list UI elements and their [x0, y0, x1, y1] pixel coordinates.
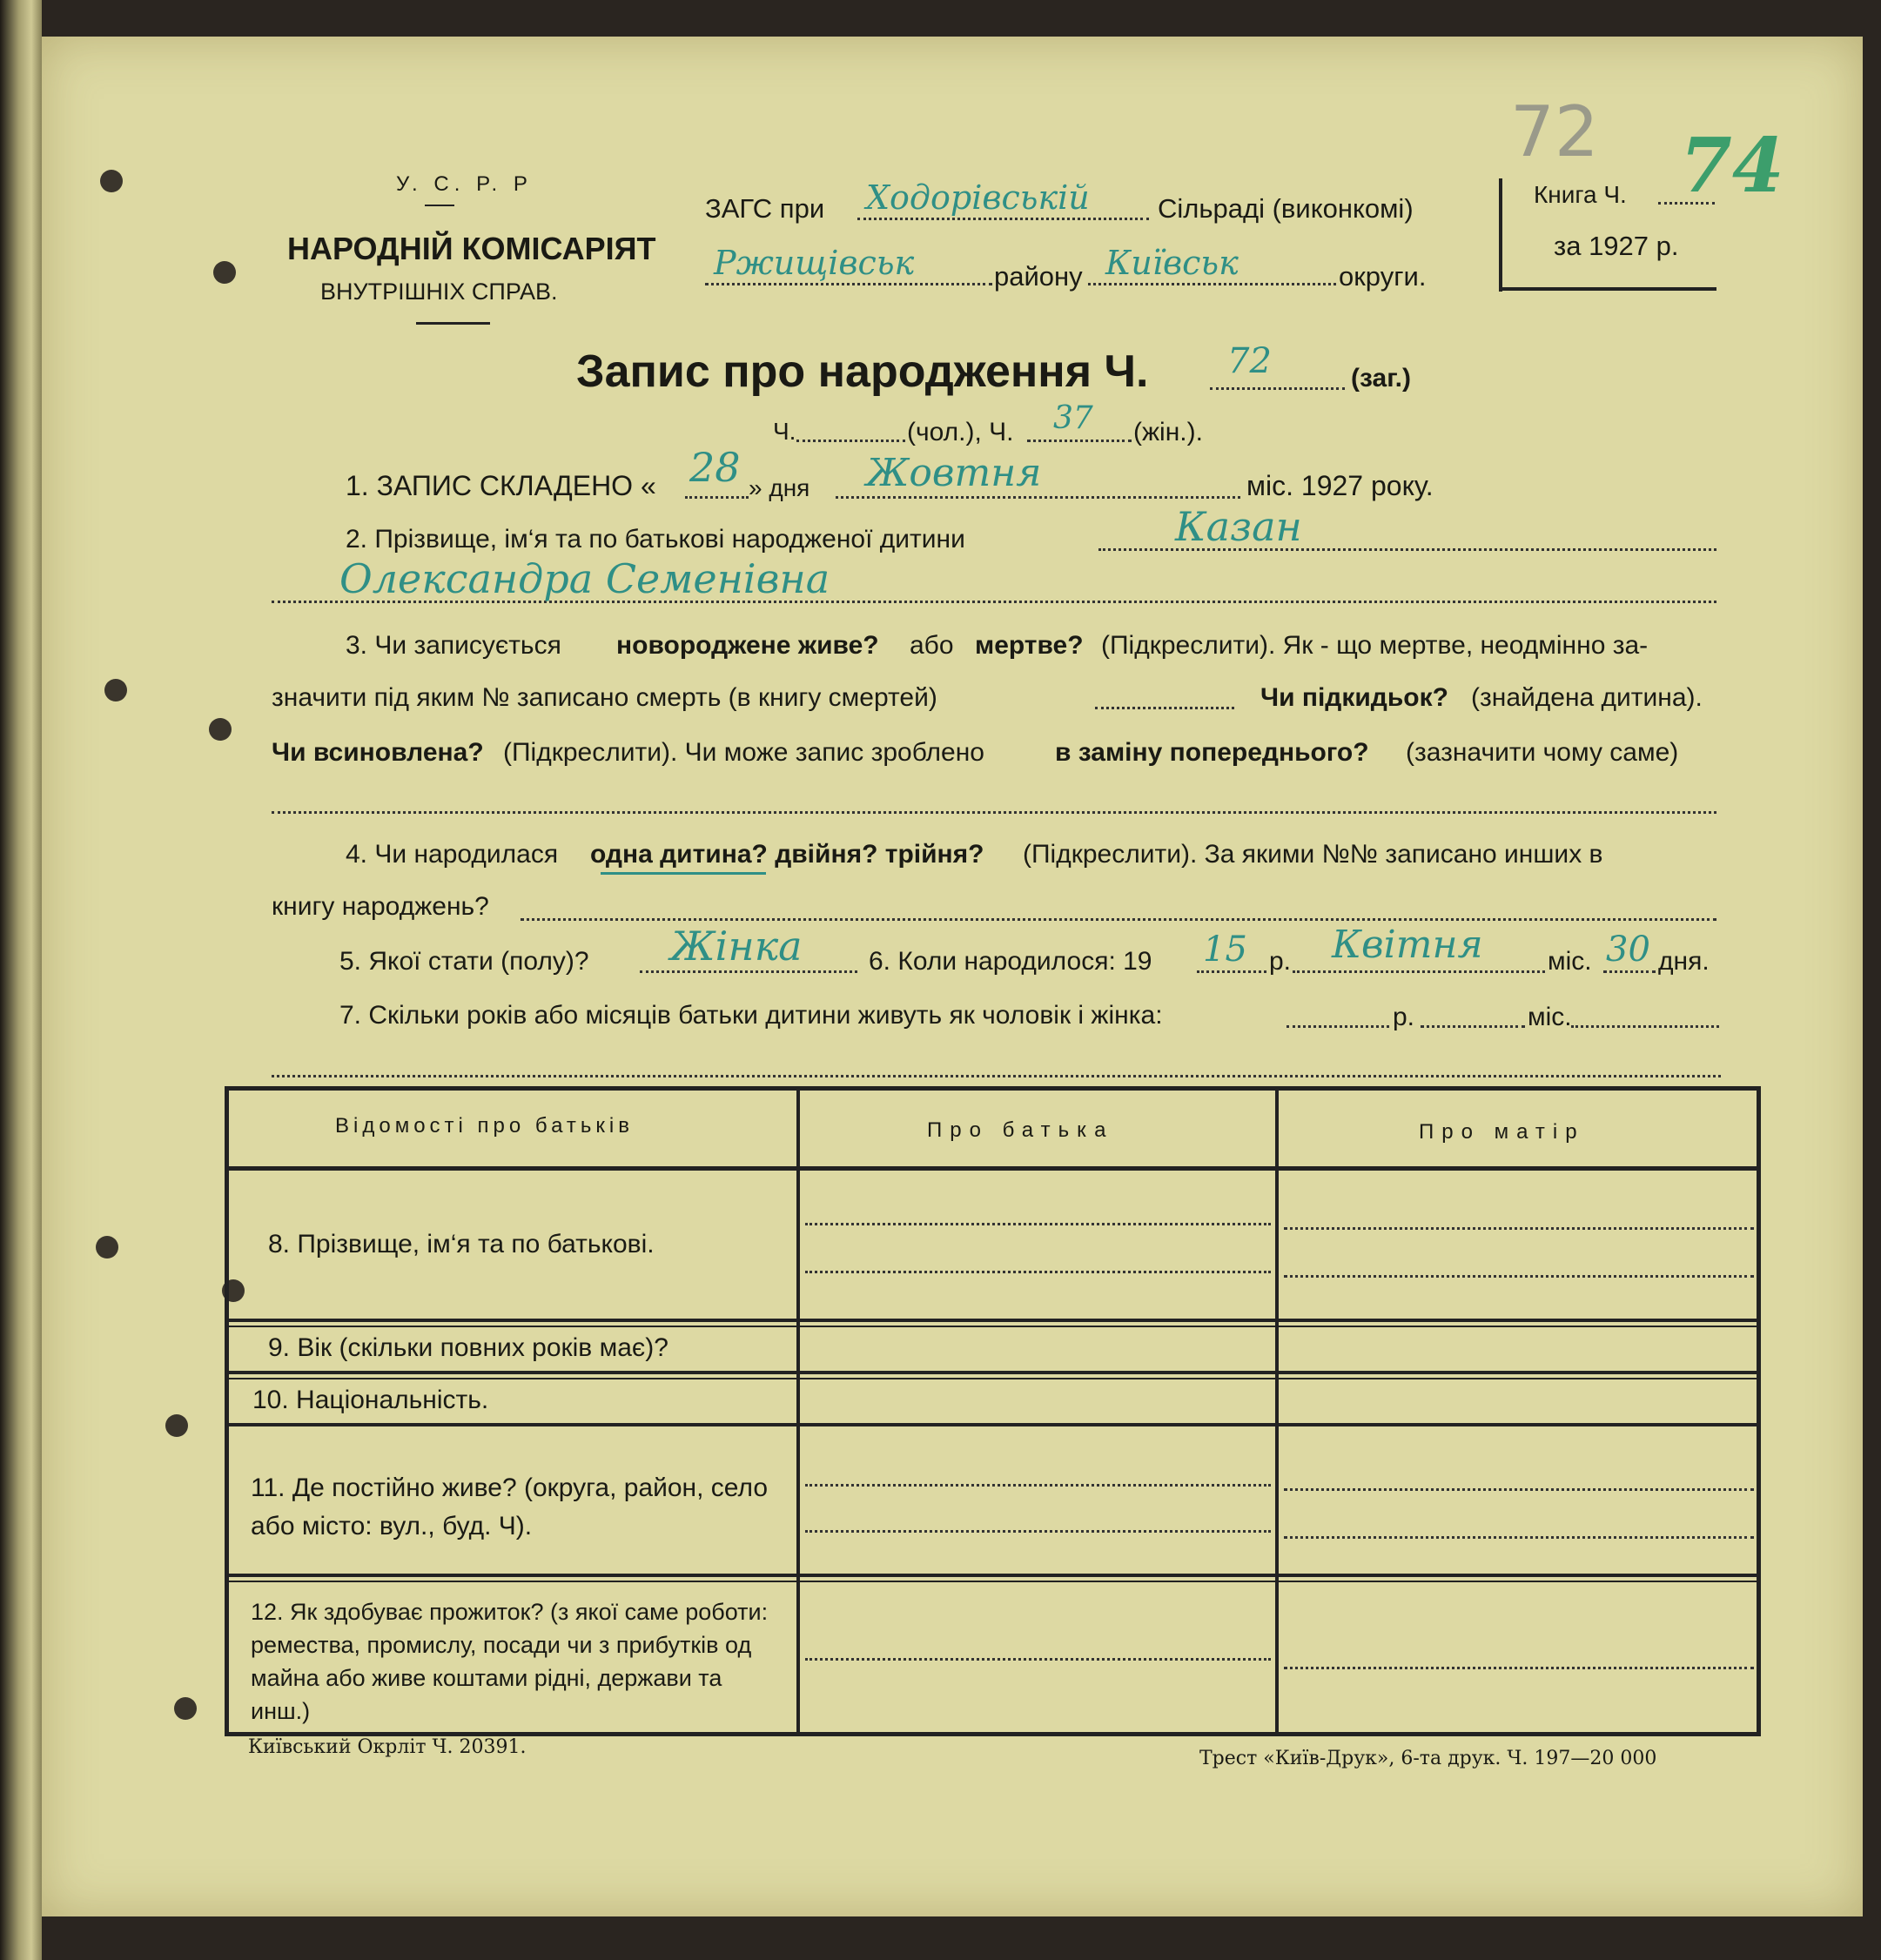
f3-line3c: в заміну попереднього? [1055, 738, 1369, 767]
divider [425, 205, 454, 206]
row-10-label: 10. Національність. [252, 1386, 489, 1414]
table-border-left [225, 1086, 229, 1735]
table-row-divider [225, 1581, 1761, 1582]
f4-line1c: (Підкреслити). За якими №№ записано инших в [1023, 840, 1603, 869]
district-value: Ржищівськ [714, 244, 915, 282]
table-row-divider [225, 1423, 1761, 1426]
father-address-line [805, 1484, 1271, 1487]
f6-month-line [1293, 970, 1545, 973]
record-title: Запис про народження Ч. [576, 346, 1149, 397]
f3-line2b: Чи підкидьок? [1260, 683, 1448, 712]
table-row-divider [225, 1574, 1761, 1577]
republic-label: У. С. Р. Р [396, 172, 533, 196]
book-box-left [1499, 178, 1502, 292]
table-row-divider [225, 1371, 1761, 1374]
table-header-info: Відомості про батьків [335, 1114, 634, 1138]
row-11-label: 11. Де постійно живе? (округа, район, село або місто: вул., буд. Ч). [251, 1473, 769, 1540]
binding-hole [174, 1697, 197, 1720]
f6-day: 30 [1606, 930, 1650, 970]
f4-underline [601, 872, 766, 875]
department-label: ВНУТРІШНІХ СПРАВ. [320, 279, 558, 305]
f6-day-line [1603, 970, 1656, 973]
f4-line2: книгу народжень? [272, 892, 489, 921]
f6-year-line [1197, 970, 1266, 973]
mother-address-line [1284, 1536, 1754, 1539]
table-header-mother: Про матір [1419, 1120, 1585, 1144]
zags-village: Ходорівській [866, 178, 1090, 217]
book-spine [0, 0, 42, 1960]
f6-dnia: дня. [1658, 947, 1710, 976]
f5-value: Жінка [670, 923, 803, 970]
female-number: 37 [1053, 400, 1093, 436]
f3-line3b: (Підкреслити). Чи може запис зроблено [503, 738, 984, 767]
total-label: (заг.) [1351, 364, 1412, 393]
f6-label: 6. Коли народилося: 19 [869, 947, 1152, 976]
f7-mis: міс. [1528, 1003, 1572, 1031]
f7-r: р. [1393, 1003, 1415, 1031]
f7-years-line [1286, 1025, 1389, 1028]
f1-day: 28 [689, 444, 741, 491]
f3-death-line [1095, 707, 1234, 709]
f6-r: р. [1269, 947, 1292, 976]
father-address-line [805, 1530, 1271, 1533]
binding-hole [104, 679, 127, 701]
f4-numbers-line [521, 918, 1716, 921]
f3-line3a: Чи всиновлена? [272, 738, 484, 767]
f1-day-line [685, 496, 749, 499]
f5-label: 5. Якої стати (полу)? [339, 947, 589, 976]
f2-name: Олександра Семенівна [339, 555, 830, 602]
book-year: за 1927 р. [1554, 231, 1679, 261]
f7-months-line [1421, 1025, 1525, 1028]
record-number: 72 [1227, 341, 1272, 381]
row-8-label: 8. Прізвище, ім‘я та по батькові. [268, 1230, 655, 1259]
footer-right: Трест «Київ-Друк», 6-та друк. Ч. 197—20 000 [1199, 1748, 1657, 1769]
district-label: району [994, 261, 1083, 292]
row-12-label: 12. Як здобуває прожиток? (з якої саме роботи: ремества, промислу, посади чи з прибутків од майна або живе коштами рідні, держави та инш.) [251, 1599, 769, 1724]
f7-extra-line [272, 1075, 1721, 1077]
f3-line1d: мертве? [975, 631, 1084, 660]
f3-line1e: (Підкреслити). Як - що мертве, неодмінно за- [1101, 631, 1649, 660]
table-row-divider [225, 1326, 1761, 1327]
female-label: (жін.). [1133, 418, 1203, 446]
mother-name-line [1284, 1227, 1754, 1230]
pencil-archive-number: 72 [1510, 91, 1599, 172]
divider [416, 322, 490, 325]
f2-label: 2. Прізвище, ім‘я та по батькові народженої дитини [346, 525, 965, 554]
binding-hole [100, 170, 123, 192]
f7-label: 7. Скільки років або місяців батьки дитини живуть як чоловік і жінка: [339, 1001, 1163, 1030]
binding-hole [165, 1414, 188, 1437]
okruha-label: округи. [1339, 261, 1427, 292]
zags-prefix: ЗАГС при [705, 193, 825, 224]
okruha-line [1088, 283, 1336, 285]
f1-mid: » дня [749, 474, 810, 501]
okruha-value: Київськ [1105, 244, 1239, 282]
binding-hole [209, 718, 232, 741]
book-box-bottom [1499, 287, 1716, 291]
zags-suffix: Сільраді (виконкомі) [1158, 193, 1414, 224]
f3-line2c: (знайдена дитина). [1471, 683, 1703, 712]
binding-hole [96, 1236, 118, 1259]
book-number-handwritten: 74 [1680, 122, 1784, 210]
f7-tail-line [1571, 1025, 1719, 1028]
father-work-line [805, 1658, 1271, 1661]
row-9-label: 9. Вік (скільки повних років має)? [268, 1333, 668, 1362]
commissariat-label: НАРОДНІЙ КОМІСАРІЯТ [287, 231, 656, 266]
mother-name-line [1284, 1275, 1754, 1278]
f3-line1c: або [910, 631, 954, 660]
f1-label: 1. ЗАПИС СКЛАДЕНО « [346, 470, 656, 501]
table-row-divider [225, 1378, 1761, 1379]
f1-end: міс. 1927 року. [1246, 470, 1434, 501]
mother-address-line [1284, 1488, 1754, 1491]
district-line [705, 283, 992, 285]
table-header-father: Про батька [927, 1118, 1114, 1142]
table-border-right [1757, 1086, 1761, 1735]
father-name-line [805, 1223, 1271, 1225]
male-number-line [796, 440, 905, 442]
father-name-line [805, 1271, 1271, 1273]
female-number-line [1027, 440, 1132, 442]
ch-label: Ч. [773, 418, 796, 445]
f3-line1b: новороджене живе? [616, 631, 879, 660]
f6-month: Квітня [1332, 923, 1483, 967]
f3-line1a: 3. Чи записується [346, 631, 561, 660]
f1-month-line [836, 496, 1240, 499]
table-row-divider [225, 1319, 1761, 1322]
f3-line3d: (зазначити чому саме) [1406, 738, 1679, 767]
f3-line2a: значити під яким № записано смерть (в книгу смертей) [272, 683, 937, 712]
table-border-top [225, 1086, 1761, 1091]
f4-line1b: одна дитина? двійня? трійня? [590, 840, 984, 869]
zags-village-line [857, 218, 1149, 220]
f1-month: Жовтня [866, 451, 1042, 495]
male-label: (чол.), Ч. [907, 418, 1014, 446]
title-number-line [1210, 387, 1345, 390]
f4-line1a: 4. Чи народилася [346, 840, 559, 869]
footer-left: Київський Окрліт Ч. 20391. [248, 1736, 527, 1758]
f2-surname: Казан [1175, 503, 1302, 550]
mother-work-line [1284, 1667, 1754, 1669]
table-row-divider [225, 1166, 1761, 1171]
binding-hole [213, 261, 236, 284]
table-col-divider [1275, 1086, 1279, 1735]
f3-reason-line [272, 811, 1716, 814]
book-label: Книга Ч. [1534, 181, 1627, 208]
f5-line [640, 970, 857, 973]
table-col-divider [796, 1086, 800, 1735]
f6-mis: міс. [1548, 947, 1592, 976]
f6-year: 15 [1203, 930, 1247, 970]
